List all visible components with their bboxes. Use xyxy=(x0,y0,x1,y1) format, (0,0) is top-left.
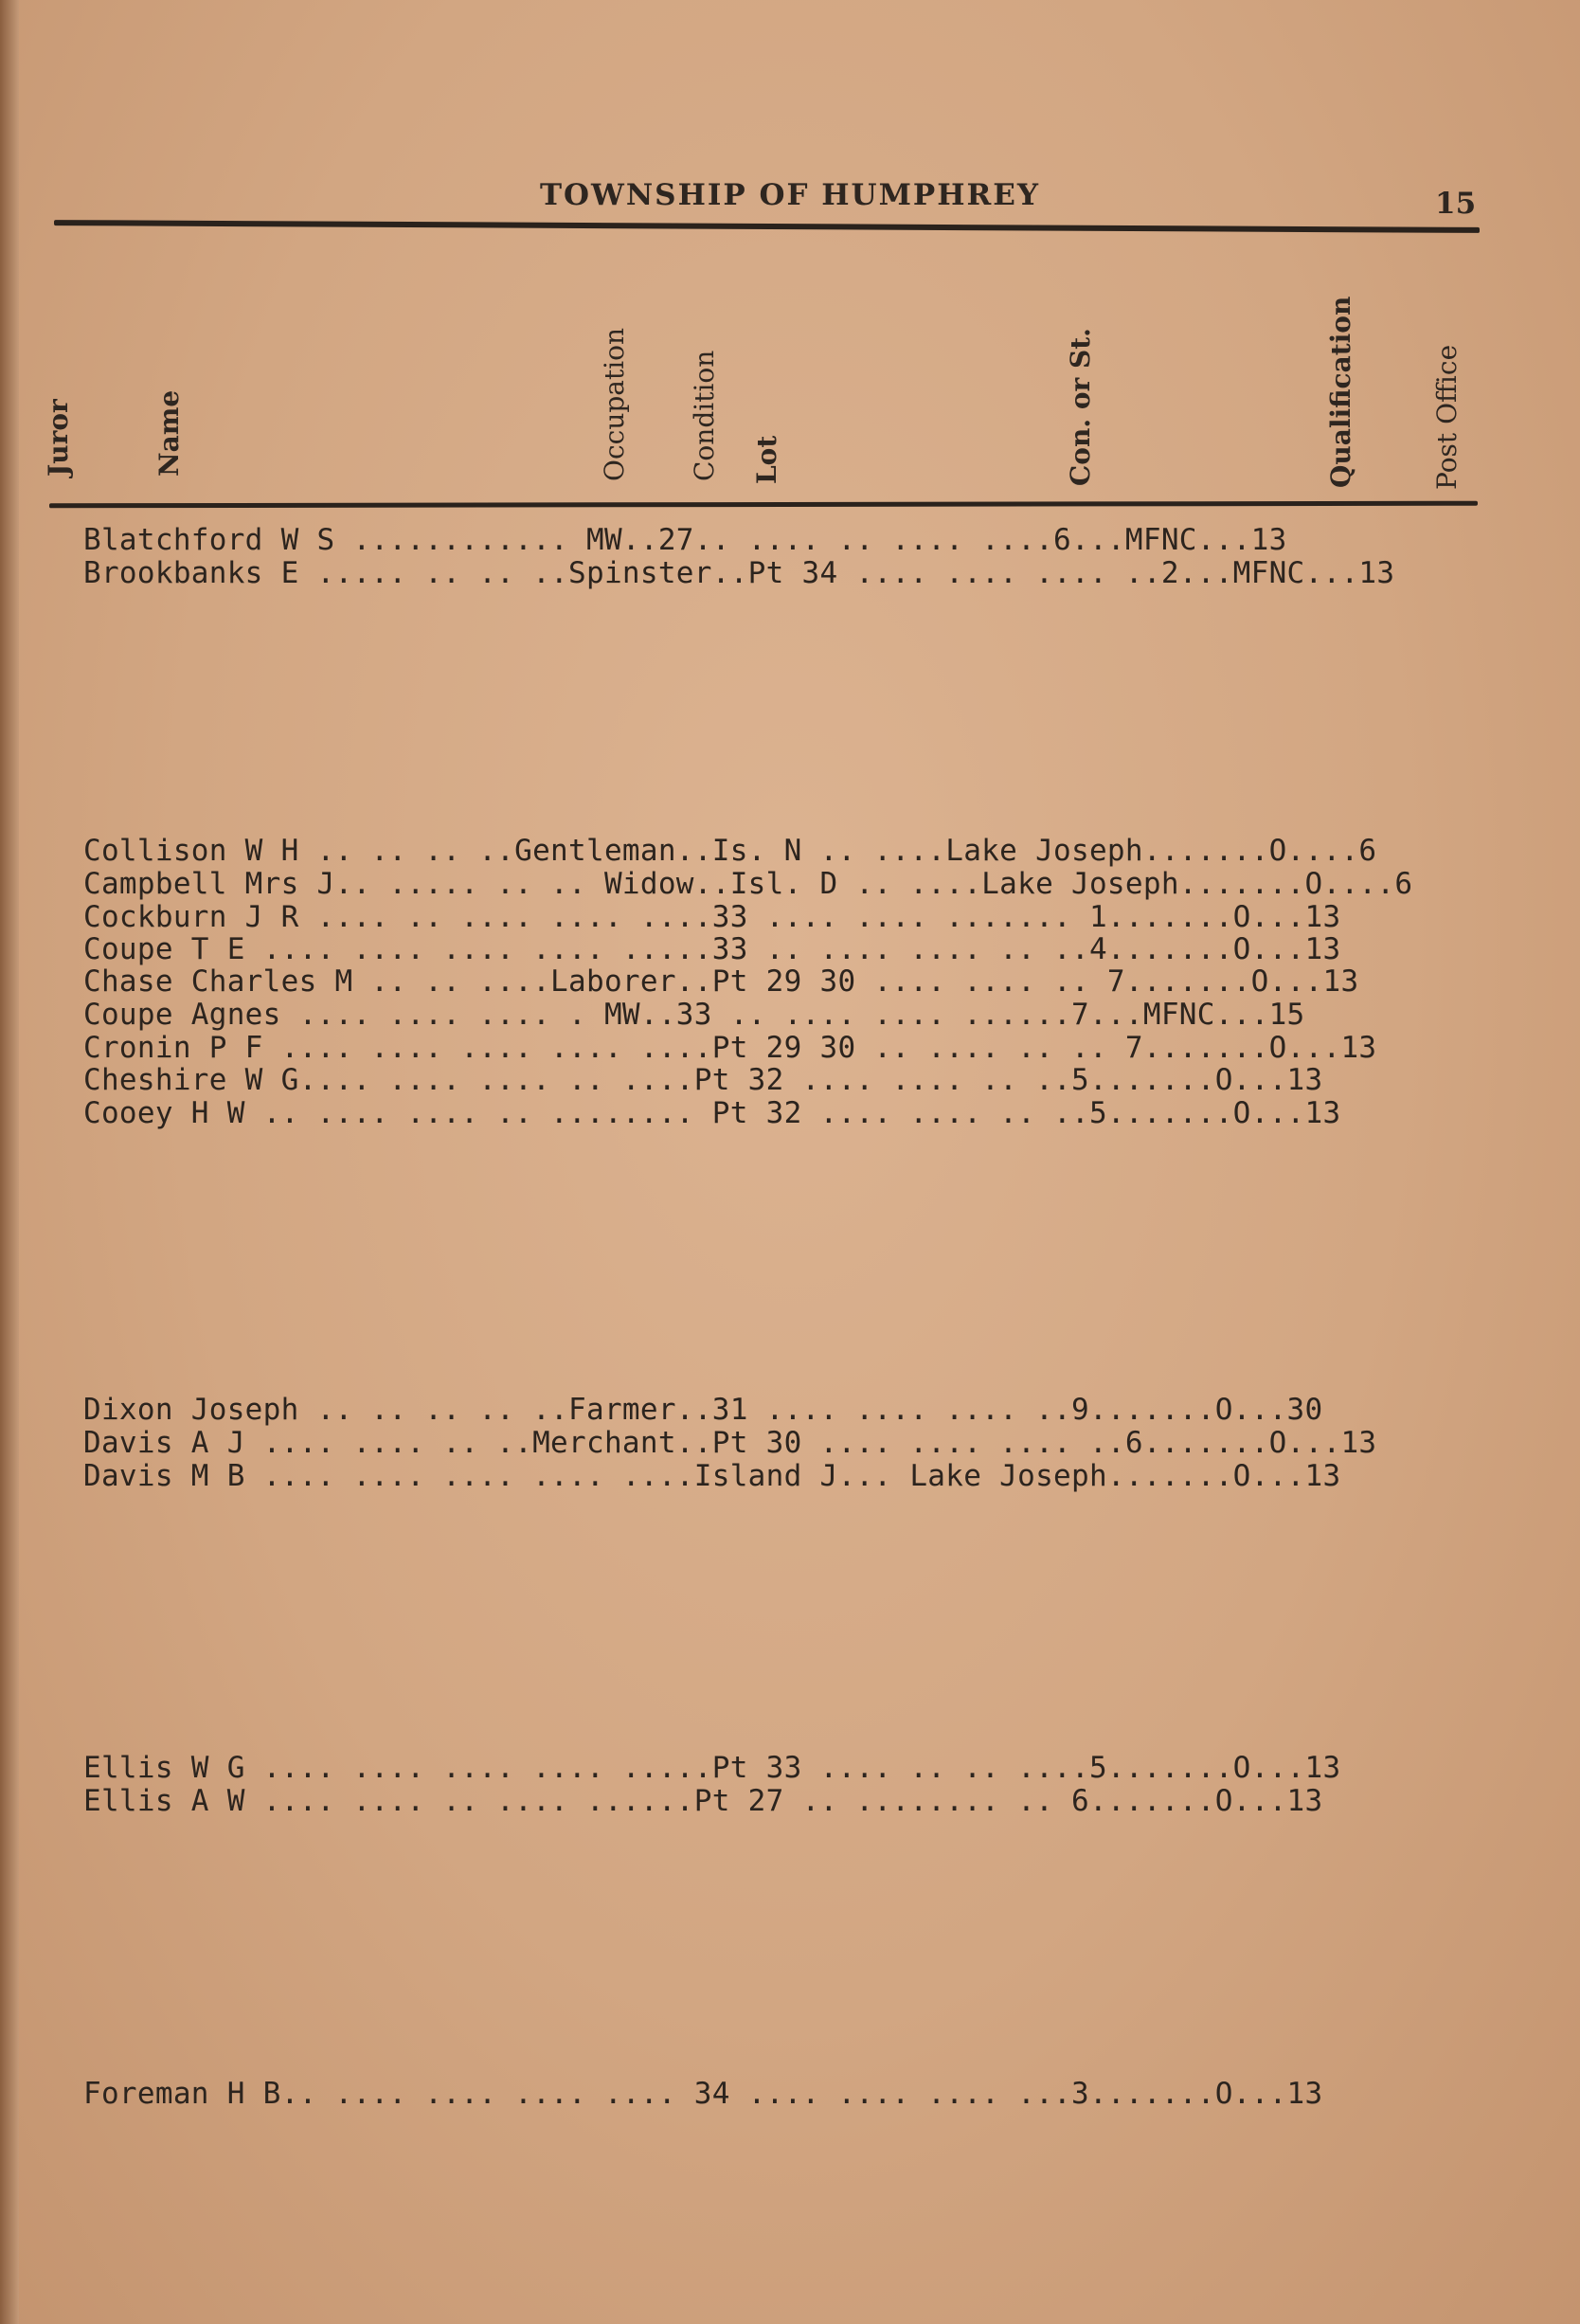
page-title: TOWNSHIP OF HUMPHREY xyxy=(539,178,1041,212)
list-item: Coupe Agnes .... .... .... . MW..33 .. .... .... ......7...MFNC...15 xyxy=(83,998,1305,1032)
list-item: Cockburn J R .... .. .... .... ....33 .... .... ....... 1.......O...13 xyxy=(83,900,1341,934)
list-item: Davis M B .... .... .... .... ....Island J... Lake Joseph.......O...13 xyxy=(83,1459,1341,1493)
page-number: 15 xyxy=(1435,187,1477,221)
list-item: Ellis A W .... .... .. .... ......Pt 27 .. ........ .. 6.......O...13 xyxy=(83,1784,1323,1818)
list-item: Chase Charles M .. .. ....Laborer..Pt 29 30 .... .... .. 7.......O...13 xyxy=(83,964,1359,999)
list-item: Cheshire W G.... .... .... .. ....Pt 32 .... .... .. ..5.......O...13 xyxy=(83,1063,1323,1097)
list-item: Brookbanks E ..... .. .. ..Spinster..Pt 34 .... .... .... ..2...MFNC...13 xyxy=(83,556,1395,590)
list-item: Campbell Mrs J.. ..... .. .. Widow..Isl. D .. ....Lake Joseph.......O....6 xyxy=(83,867,1413,901)
list-item: Dixon Joseph .. .. .. .. ..Farmer..31 .... .... .... ..9.......O...30 xyxy=(83,1393,1323,1427)
list-item: Cooey H W .. .... .... .. ........ Pt 32 .... .... .. ..5.......O...13 xyxy=(83,1096,1341,1130)
column-header-juror: Juror xyxy=(43,399,74,477)
column-header-con-or-st: Con. or St. xyxy=(1065,328,1096,486)
column-header-name: Name xyxy=(153,389,185,477)
column-header-post-office: Post Office xyxy=(1431,344,1463,490)
list-item: Blatchford W S ............ MW..27.. .... .. .... ....6...MFNC...13 xyxy=(83,523,1287,557)
column-header-condition: Condition xyxy=(689,350,720,481)
list-item: Davis A J .... .... .. ..Merchant..Pt 30 .... .... .... ..6.......O...13 xyxy=(83,1426,1377,1460)
list-item: Cronin P F .... .... .... .... ....Pt 29 30 .. .... .. .. 7.......O...13 xyxy=(83,1031,1377,1065)
list-item: Ellis W G .... .... .... .... .....Pt 33 .... .. .. ....5.......O...13 xyxy=(83,1751,1341,1785)
list-item: Coupe T E .... .... .... .... .....33 .. .... .... .. ..4.......O...13 xyxy=(83,932,1341,966)
list-item: Foreman H B.. .... .... .... .... 34 .... .... .... ...3.......O...13 xyxy=(83,2077,1323,2111)
column-header-qualification: Qualification xyxy=(1325,296,1356,488)
column-header-lot: Lot xyxy=(751,435,782,484)
list-item: Collison W H .. .. .. ..Gentleman..Is. N .. ....Lake Joseph.......O....6 xyxy=(83,834,1377,868)
column-header-occupation: Occupation xyxy=(599,327,630,481)
